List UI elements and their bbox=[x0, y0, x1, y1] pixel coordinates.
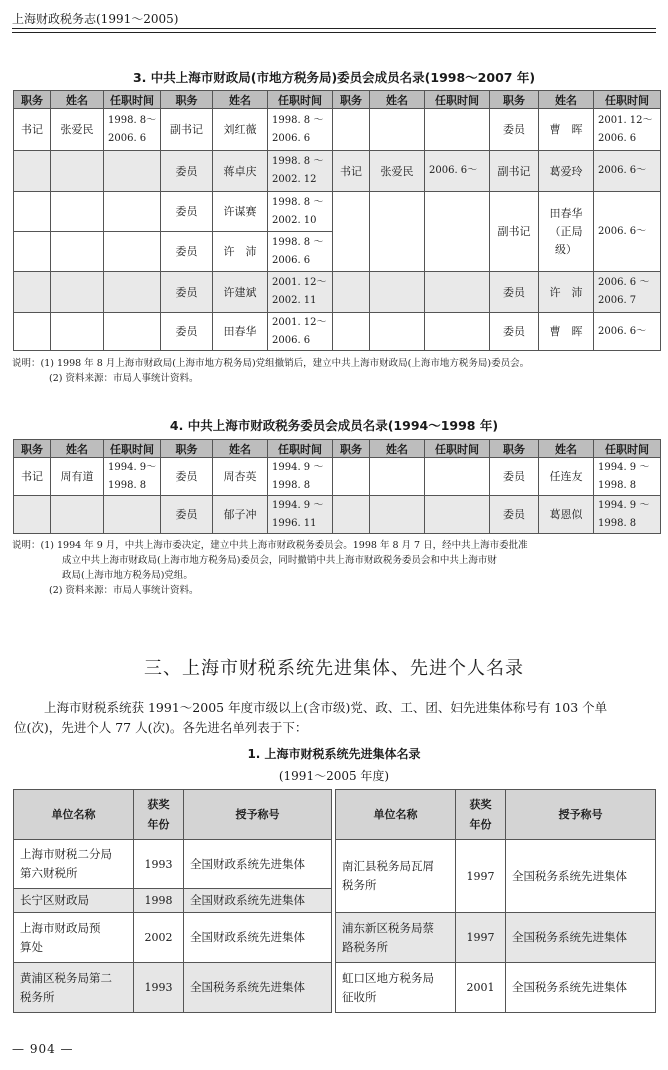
cell-name: 许建斌 bbox=[213, 272, 268, 313]
cell-empty bbox=[14, 496, 51, 534]
cell-year: 1993 bbox=[134, 840, 184, 889]
cell-empty bbox=[104, 272, 161, 313]
cell-empty bbox=[51, 192, 104, 232]
table4-header-row bbox=[14, 440, 661, 458]
cell-empty bbox=[14, 313, 51, 351]
col-header: 姓名 bbox=[51, 91, 104, 109]
cell-name: 许谋赛 bbox=[213, 192, 268, 232]
cell-empty bbox=[333, 496, 370, 534]
cell-term: 2001. 12～ 2006. 6 bbox=[268, 313, 333, 351]
cell-title: 全国税务系统先进集体 bbox=[506, 913, 656, 963]
cell-title: 全国税务系统先进集体 bbox=[506, 963, 656, 1013]
cell-term: 1994. 9 ～ 1996. 11 bbox=[268, 496, 333, 534]
cell-unit: 上海市财税二分局 第六财税所 bbox=[14, 840, 134, 889]
cell-empty bbox=[370, 109, 425, 151]
cell-empty bbox=[104, 151, 161, 192]
cell-year: 2001 bbox=[456, 963, 506, 1013]
cell-empty bbox=[51, 313, 104, 351]
col-header-unit: 单位名称 bbox=[14, 790, 134, 840]
table-row bbox=[14, 151, 661, 192]
cell-position: 副书记 bbox=[490, 151, 539, 192]
cell-year: 1997 bbox=[456, 913, 506, 963]
table4-notes bbox=[12, 538, 658, 598]
col-header: 姓名 bbox=[213, 440, 268, 458]
cell-empty bbox=[425, 458, 490, 496]
cell-empty bbox=[425, 313, 490, 351]
cell-empty bbox=[51, 272, 104, 313]
cell-empty bbox=[14, 272, 51, 313]
col-header: 任职时间 bbox=[268, 91, 333, 109]
col-header: 任职时间 bbox=[268, 440, 333, 458]
cell-term: 1998. 8 ～ 2002. 12 bbox=[268, 151, 333, 192]
cell-title: 全国税务系统先进集体 bbox=[184, 963, 332, 1013]
cell-position: 委员 bbox=[490, 272, 539, 313]
cell-name: 张爱民 bbox=[370, 151, 425, 192]
cell-empty bbox=[333, 313, 370, 351]
cell-term: 1994. 9 ～ 1998. 8 bbox=[594, 496, 661, 534]
cell-unit: 长宁区财政局 bbox=[14, 889, 134, 913]
cell-title: 全国税务系统先进集体 bbox=[506, 840, 656, 913]
cell-empty bbox=[104, 192, 161, 232]
table3-header-row bbox=[14, 91, 661, 109]
col-header: 职务 bbox=[161, 91, 213, 109]
cell-term: 2006. 6～ bbox=[594, 313, 661, 351]
cell-empty bbox=[425, 496, 490, 534]
col-header: 职务 bbox=[333, 440, 370, 458]
note-line: 成立中共上海市财政局(上海市地方税务局)委员会，同时撤销中共上海市财政税务委员会和中共上海市财 bbox=[62, 555, 497, 566]
cell-position: 委员 bbox=[490, 313, 539, 351]
cell-empty bbox=[51, 496, 104, 534]
cell-empty bbox=[104, 313, 161, 351]
cell-name: 张爱民 bbox=[51, 109, 104, 151]
page-number: — 904 — bbox=[12, 1042, 74, 1056]
col-header: 姓名 bbox=[213, 91, 268, 109]
col-header: 任职时间 bbox=[594, 91, 661, 109]
cell-position: 委员 bbox=[161, 458, 213, 496]
col-header: 职务 bbox=[490, 440, 539, 458]
col-header: 姓名 bbox=[539, 91, 594, 109]
advanced-table-subtitle: (1991～2005 年度) bbox=[278, 769, 390, 783]
col-header: 姓名 bbox=[539, 440, 594, 458]
cell-term: 1998. 8～ 2006. 6 bbox=[104, 109, 161, 151]
cell-name: 郁子冲 bbox=[213, 496, 268, 534]
col-header-title: 授予称号 bbox=[184, 790, 332, 840]
table-row bbox=[14, 458, 661, 496]
col-header: 任职时间 bbox=[104, 440, 161, 458]
cell-empty bbox=[333, 272, 370, 313]
cell-title: 全国财政系统先进集体 bbox=[184, 913, 332, 963]
cell-title: 全国财政系统先进集体 bbox=[184, 889, 332, 913]
cell-position: 委员 bbox=[161, 192, 213, 232]
cell-position: 委员 bbox=[161, 232, 213, 272]
cell-term: 2001. 12～ 2002. 11 bbox=[268, 272, 333, 313]
col-header: 任职时间 bbox=[594, 440, 661, 458]
cell-name: 许 沛 bbox=[213, 232, 268, 272]
cell-term: 1998. 8 ～ 2006. 6 bbox=[268, 232, 333, 272]
cell-name: 刘红薇 bbox=[213, 109, 268, 151]
cell-empty bbox=[425, 272, 490, 313]
cell-year: 1993 bbox=[134, 963, 184, 1013]
cell-term: 2001. 12～ 2006. 6 bbox=[594, 109, 661, 151]
header-rule-thin bbox=[12, 32, 656, 33]
col-header: 任职时间 bbox=[425, 91, 490, 109]
cell-position: 副书记 bbox=[490, 192, 539, 272]
cell-term: 2006. 6 ～ 2006. 7 bbox=[594, 272, 661, 313]
cell-year: 2002 bbox=[134, 913, 184, 963]
table4-title: 4. 中共上海市财政税务委员会成员名录(1994～1998 年) bbox=[169, 418, 499, 433]
section-paragraph: 上海市财税系统获 1991～2005 年度市级以上(含市级)党、政、工、团、妇先进集体称号有 103 个单 位(次)，先进个人 77 人(次)。各先进名单列表于下： bbox=[14, 700, 608, 735]
cell-position: 副书记 bbox=[161, 109, 213, 151]
cell-unit: 黄浦区税务局第二 税务所 bbox=[14, 963, 134, 1013]
cell-year: 1997 bbox=[456, 840, 506, 913]
cell-name: 曹 晖 bbox=[539, 109, 594, 151]
cell-position: 书记 bbox=[14, 458, 51, 496]
cell-name: 曹 晖 bbox=[539, 313, 594, 351]
cell-empty bbox=[425, 109, 490, 151]
header-rule-thick bbox=[12, 28, 656, 29]
note-line: (2) 资料来源：市局人事统计资料。 bbox=[49, 585, 199, 596]
cell-term: 1998. 8 ～ 2006. 6 bbox=[268, 109, 333, 151]
cell-unit: 上海市财政局预 算处 bbox=[14, 913, 134, 963]
cell-name: 葛爱玲 bbox=[539, 151, 594, 192]
cell-empty bbox=[333, 109, 370, 151]
cell-empty bbox=[425, 192, 490, 272]
note-line: 政局(上海市地方税务局)党组。 bbox=[62, 570, 193, 581]
cell-unit: 虹口区地方税务局 征收所 bbox=[336, 963, 456, 1013]
cell-term: 2006. 6～ bbox=[594, 192, 661, 272]
table-row bbox=[14, 496, 661, 534]
col-header: 姓名 bbox=[51, 440, 104, 458]
col-header: 职务 bbox=[14, 440, 51, 458]
cell-unit: 南汇县税务局瓦屑 税务所 bbox=[336, 840, 456, 913]
col-header-unit: 单位名称 bbox=[336, 790, 456, 840]
cell-empty bbox=[370, 496, 425, 534]
col-header: 姓名 bbox=[370, 440, 425, 458]
cell-empty bbox=[14, 232, 51, 272]
cell-position: 书记 bbox=[14, 109, 51, 151]
advanced-table-title: 1. 上海市财税系统先进集体名录 bbox=[247, 747, 421, 761]
cell-position: 委员 bbox=[490, 458, 539, 496]
cell-position: 委员 bbox=[490, 109, 539, 151]
cell-name: 田春华 bbox=[213, 313, 268, 351]
col-header: 职务 bbox=[14, 91, 51, 109]
cell-empty bbox=[51, 151, 104, 192]
table3-title: 3. 中共上海市财政局(市地方税务局)委员会成员名录(1998～2007 年) bbox=[132, 70, 536, 85]
cell-term: 2006. 6～ bbox=[594, 151, 661, 192]
table-row bbox=[14, 192, 661, 232]
cell-position: 委员 bbox=[161, 496, 213, 534]
table3-notes bbox=[12, 356, 658, 386]
advanced-collectives-table bbox=[13, 789, 656, 1013]
cell-unit: 浦东新区税务局蔡 路税务所 bbox=[336, 913, 456, 963]
cell-term: 1994. 9 ～ 1998. 8 bbox=[268, 458, 333, 496]
col-header-year: 获奖 年份 bbox=[134, 790, 184, 840]
table4 bbox=[13, 439, 661, 534]
cell-empty bbox=[370, 272, 425, 313]
col-header-year: 获奖 年份 bbox=[456, 790, 506, 840]
table-row bbox=[14, 109, 661, 151]
cell-name: 许 沛 bbox=[539, 272, 594, 313]
table3 bbox=[13, 90, 661, 351]
cell-year: 1998 bbox=[134, 889, 184, 913]
cell-name: 周杏英 bbox=[213, 458, 268, 496]
cell-empty bbox=[104, 496, 161, 534]
col-header-title: 授予称号 bbox=[506, 790, 656, 840]
cell-empty bbox=[14, 151, 51, 192]
cell-position: 委员 bbox=[490, 496, 539, 534]
note-line: (2) 资料来源：市局人事统计资料。 bbox=[49, 373, 199, 384]
note-line: 说明：(1) 1998 年 8 月上海市财政局(上海市地方税务局)党组撤销后，建立中共上海市财政局(上海市地方税务局)委员会。 bbox=[12, 358, 530, 369]
cell-name: 周有道 bbox=[51, 458, 104, 496]
col-header: 任职时间 bbox=[425, 440, 490, 458]
cell-title: 全国财政系统先进集体 bbox=[184, 840, 332, 889]
table-row bbox=[14, 272, 661, 313]
note-line: 说明：(1) 1994 年 9 月，中共上海市委决定，建立中共上海市财政税务委员会。1998 年 8 月 7 日，经中共上海市委批准 bbox=[12, 540, 528, 551]
cell-empty bbox=[333, 458, 370, 496]
table-row bbox=[14, 313, 661, 351]
cell-empty bbox=[370, 313, 425, 351]
cell-name: 蒋卓庆 bbox=[213, 151, 268, 192]
cell-position: 书记 bbox=[333, 151, 370, 192]
cell-term: 2006. 6～ bbox=[425, 151, 490, 192]
cell-position: 委员 bbox=[161, 313, 213, 351]
col-header: 职务 bbox=[490, 91, 539, 109]
cell-empty bbox=[51, 232, 104, 272]
cell-term: 1998. 8 ～ 2002. 10 bbox=[268, 192, 333, 232]
cell-name: 任连友 bbox=[539, 458, 594, 496]
cell-empty bbox=[370, 458, 425, 496]
col-header: 姓名 bbox=[370, 91, 425, 109]
cell-empty bbox=[14, 192, 51, 232]
table-row bbox=[14, 840, 656, 889]
section-heading: 三、上海市财税系统先进集体、先进个人名录 bbox=[144, 658, 524, 679]
cell-term: 1994. 9 ～ 1998. 8 bbox=[594, 458, 661, 496]
running-header: 上海财政税务志(1991～2005) bbox=[12, 12, 179, 26]
cell-position: 委员 bbox=[161, 151, 213, 192]
cell-empty bbox=[370, 192, 425, 272]
col-header: 职务 bbox=[161, 440, 213, 458]
col-header: 职务 bbox=[333, 91, 370, 109]
cell-name: 田春华 （正局 级） bbox=[539, 192, 594, 272]
cell-empty bbox=[104, 232, 161, 272]
cell-term: 1994. 9～ 1998. 8 bbox=[104, 458, 161, 496]
cell-name: 葛恩似 bbox=[539, 496, 594, 534]
cell-empty bbox=[333, 192, 370, 272]
cell-position: 委员 bbox=[161, 272, 213, 313]
col-header: 任职时间 bbox=[104, 91, 161, 109]
advanced-header-row bbox=[14, 790, 656, 840]
